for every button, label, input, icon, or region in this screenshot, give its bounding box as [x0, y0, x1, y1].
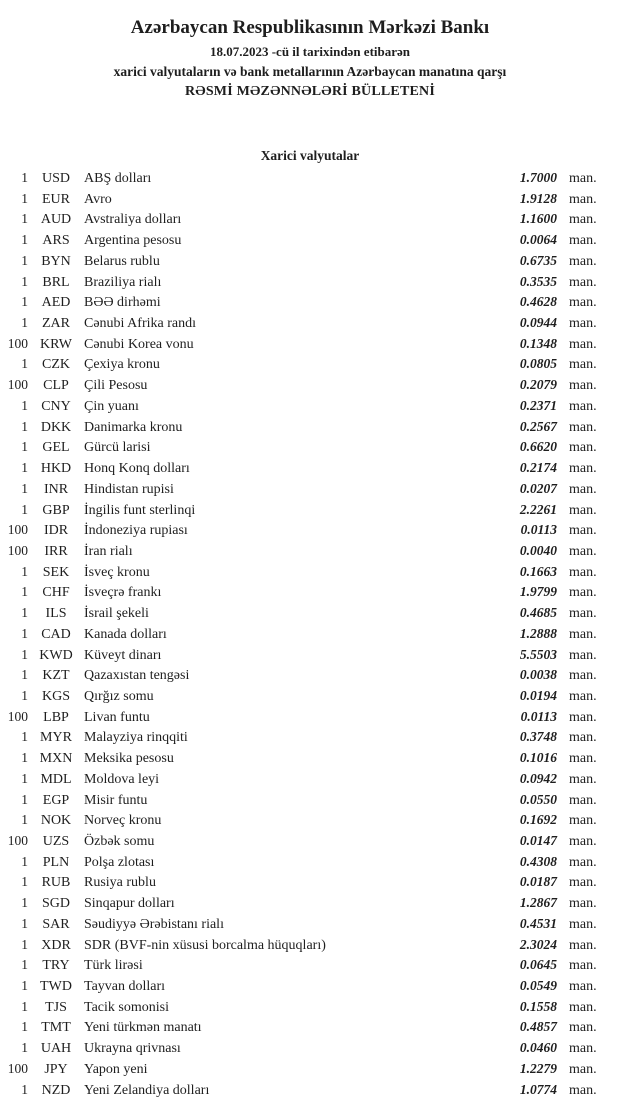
rate-value: 1.9128	[519, 190, 557, 206]
currency-code: ZAR	[42, 316, 70, 332]
exchange-rate-row	[0, 520, 620, 541]
unit-label: man.	[569, 834, 597, 849]
rate-value: 0.1016	[519, 750, 557, 766]
currency-code: UZS	[42, 834, 70, 849]
exchange-rate-row	[0, 810, 620, 831]
currency-quantity: 100	[7, 1060, 28, 1076]
exchange-rate-row	[0, 396, 620, 417]
currency-quantity: 1	[21, 501, 28, 517]
unit-label: man.	[569, 813, 597, 829]
currency-code: IDR	[43, 523, 69, 539]
rate-value: 0.4531	[519, 915, 557, 931]
rate-value: 0.1348	[519, 335, 557, 351]
currency-code: EUR	[42, 191, 70, 207]
rate-value: 0.0805	[519, 356, 557, 372]
currency-code: NOK	[40, 813, 72, 829]
exchange-rate-row	[0, 1017, 620, 1038]
rate-value: 1.0774	[519, 1081, 557, 1097]
currency-name: Danimarka kronu	[84, 419, 183, 435]
rate-value: 1.7000	[519, 170, 557, 185]
currency-quantity: 1	[21, 315, 28, 331]
currency-quantity: 1	[21, 895, 28, 911]
exchange-rate-row	[0, 313, 620, 334]
currency-quantity: 1	[21, 978, 28, 994]
currency-quantity: 1	[21, 957, 28, 973]
currency-code: TJS	[45, 999, 67, 1015]
currency-code: INR	[43, 481, 69, 497]
rate-value: 0.0942	[519, 770, 557, 786]
exchange-rate-row	[0, 769, 620, 790]
currency-quantity: 1	[21, 1081, 28, 1097]
exchange-rate-row	[0, 914, 620, 935]
currency-quantity: 1	[21, 584, 28, 600]
currency-quantity: 1	[21, 273, 28, 289]
currency-code: AED	[41, 295, 71, 311]
unit-label: man.	[569, 854, 597, 870]
rate-value: 0.0113	[520, 522, 557, 538]
currency-code: SAR	[42, 916, 70, 932]
unit-label: man.	[569, 295, 597, 311]
currency-quantity: 1	[21, 646, 28, 662]
exchange-rate-row	[0, 1038, 620, 1059]
rate-value: 2.2261	[519, 501, 557, 517]
exchange-rate-row	[0, 562, 620, 583]
unit-label: man.	[569, 937, 597, 953]
rate-value: 0.1692	[519, 812, 557, 828]
currency-quantity: 1	[21, 915, 28, 931]
exchange-rate-row	[0, 893, 620, 914]
currency-code: MYR	[40, 730, 72, 746]
currency-quantity: 1	[21, 625, 28, 641]
currency-name: İran rialı	[84, 543, 133, 559]
currency-name: Meksika pesosu	[84, 751, 174, 767]
unit-label: man.	[569, 274, 597, 290]
unit-label: man.	[569, 378, 597, 394]
currency-name: Braziliya rialı	[84, 274, 162, 290]
currency-name: Livan funtu	[84, 709, 150, 725]
exchange-rate-row	[0, 645, 620, 666]
currency-quantity: 1	[21, 563, 28, 579]
rate-value: 1.1600	[519, 211, 557, 227]
exchange-rate-row	[0, 541, 620, 562]
currency-code: KWD	[39, 647, 73, 663]
unit-label: man.	[569, 916, 597, 932]
section-title-foreign-currencies: Xarici valyutalar	[260, 148, 360, 163]
currency-code: BRL	[42, 274, 70, 290]
unit-label: man.	[569, 461, 597, 477]
currency-name: ABŞ dolları	[84, 171, 152, 186]
unit-label: man.	[569, 336, 597, 352]
rate-value: 0.1558	[519, 998, 557, 1014]
currency-code: RUB	[41, 875, 71, 891]
currency-code: KGS	[41, 688, 70, 704]
currency-code: GEL	[42, 440, 70, 456]
unit-label: man.	[569, 751, 597, 767]
currency-name: BƏƏ dirhəmi	[84, 295, 161, 311]
currency-quantity: 1	[21, 729, 28, 745]
currency-name: Ukrayna qrivnası	[84, 1041, 181, 1057]
currency-quantity: 1	[21, 356, 28, 372]
unit-label: man.	[569, 668, 597, 684]
currency-quantity: 1	[21, 397, 28, 413]
exchange-rate-row	[0, 872, 620, 893]
currency-quantity: 100	[7, 522, 28, 538]
rate-value: 0.6735	[519, 252, 557, 268]
rate-value: 0.4628	[519, 294, 557, 310]
currency-code: UAH	[40, 1041, 72, 1057]
unit-label: man.	[569, 316, 597, 332]
unit-label: man.	[569, 1082, 597, 1098]
currency-name: Rusiya rublu	[84, 875, 156, 891]
currency-code: ARS	[42, 233, 70, 249]
currency-code: SGD	[41, 896, 70, 912]
currency-name: Cənubi Afrika randı	[84, 316, 196, 332]
exchange-rate-row	[0, 500, 620, 521]
currency-name: İngilis funt sterlinqi	[84, 502, 196, 518]
currency-name: Qırğız somu	[84, 688, 154, 704]
unit-label: man.	[569, 730, 597, 746]
unit-label: man.	[569, 253, 597, 269]
unit-label: man.	[569, 481, 597, 497]
currency-quantity: 1	[21, 1019, 28, 1035]
exchange-rate-row	[0, 582, 620, 603]
exchange-rate-row	[0, 354, 620, 375]
exchange-rate-row	[0, 624, 620, 645]
unit-label: man.	[569, 357, 597, 373]
rate-value: 1.9799	[519, 584, 557, 600]
unit-label: man.	[569, 171, 597, 186]
rate-value: 0.0038	[519, 667, 557, 683]
exchange-rate-row	[0, 790, 620, 811]
currency-quantity: 100	[7, 708, 28, 724]
exchange-rate-row	[0, 997, 620, 1018]
rate-value: 0.6620	[519, 439, 557, 455]
currency-name: İsrail şekeli	[84, 606, 149, 622]
unit-label: man.	[569, 896, 597, 912]
exchange-rate-row	[0, 168, 620, 189]
currency-name: Malayziya rinqqiti	[84, 730, 188, 746]
unit-label: man.	[569, 543, 597, 559]
rate-value: 0.2079	[519, 377, 557, 393]
currency-name: Gürcü larisi	[84, 440, 151, 456]
unit-label: man.	[569, 875, 597, 891]
rate-value: 0.0194	[519, 687, 557, 703]
unit-label: man.	[569, 999, 597, 1015]
currency-name: Yeni Zelandiya dolları	[84, 1082, 210, 1098]
currency-name: SDR (BVF-nin xüsusi borcalma hüquqları)	[84, 937, 326, 953]
exchange-rate-row	[0, 935, 620, 956]
exchange-rate-row	[0, 1059, 620, 1080]
exchange-rate-row	[0, 707, 620, 728]
unit-label: man.	[569, 979, 597, 995]
unit-label: man.	[569, 523, 597, 539]
currency-code: AUD	[40, 212, 72, 228]
rate-value: 0.0113	[520, 708, 557, 724]
currency-code: KRW	[40, 336, 72, 352]
exchange-rate-row	[0, 437, 620, 458]
rate-value: 0.2174	[519, 460, 557, 476]
currency-code: ILS	[45, 606, 67, 622]
currency-code: JPY	[44, 1061, 68, 1077]
currency-code: CHF	[42, 585, 70, 601]
rate-value: 0.4685	[519, 605, 557, 621]
rate-value: 0.0147	[519, 833, 557, 848]
currency-code: NZD	[41, 1082, 71, 1098]
currency-name: Küveyt dinarı	[84, 647, 162, 663]
currency-name: Sinqapur dolları	[84, 896, 175, 912]
currency-code: CZK	[42, 357, 70, 373]
rate-value: 0.4857	[519, 1019, 557, 1035]
currency-code: MXN	[39, 751, 73, 767]
currency-code: SEK	[42, 564, 70, 580]
currency-code: CAD	[41, 626, 71, 642]
currency-code: USD	[41, 171, 70, 186]
unit-label: man.	[569, 792, 597, 808]
rate-value: 0.3535	[519, 273, 557, 289]
rate-value: 0.4308	[519, 853, 557, 869]
currency-quantity: 1	[21, 687, 28, 703]
unit-label: man.	[569, 440, 597, 456]
rate-value: 0.0645	[519, 957, 557, 973]
exchange-rate-row	[0, 251, 620, 272]
currency-quantity: 1	[21, 791, 28, 807]
effective-date-line: 18.07.2023 -cü il tarixindən etibarən	[209, 44, 411, 59]
currency-quantity: 100	[7, 833, 28, 848]
currency-quantity: 1	[21, 190, 28, 206]
currency-name: Qazaxıstan tengəsi	[84, 668, 190, 684]
exchange-rate-row	[0, 375, 620, 396]
currency-code: GBP	[42, 502, 70, 518]
currency-name: Yeni türkmən manatı	[84, 1020, 202, 1036]
exchange-rate-row	[0, 727, 620, 748]
currency-name: Argentina pesosu	[84, 233, 182, 249]
currency-quantity: 1	[21, 232, 28, 248]
exchange-rate-row	[0, 417, 620, 438]
exchange-rate-row	[0, 1080, 620, 1101]
rate-value: 0.3748	[519, 729, 557, 745]
currency-name: Tayvan dolları	[84, 979, 166, 995]
currency-name: Honq Konq dolları	[84, 461, 190, 477]
currency-quantity: 1	[21, 998, 28, 1014]
exchange-rate-row	[0, 976, 620, 997]
currency-quantity: 1	[21, 874, 28, 890]
currency-quantity: 1	[21, 439, 28, 455]
exchange-rate-row	[0, 230, 620, 251]
currency-quantity: 1	[21, 812, 28, 828]
currency-name: İsveç kronu	[84, 564, 150, 580]
currency-name: Çexiya kronu	[84, 357, 160, 373]
rate-value: 0.0550	[519, 791, 557, 807]
currency-quantity: 1	[21, 936, 28, 952]
rate-value: 0.2371	[519, 397, 557, 413]
currency-code: TMT	[41, 1020, 71, 1036]
rate-value: 0.0549	[519, 978, 557, 994]
unit-label: man.	[569, 626, 597, 642]
unit-label: man.	[569, 1061, 597, 1077]
currency-quantity: 1	[21, 770, 28, 786]
currency-quantity: 1	[21, 252, 28, 268]
rate-value: 0.0460	[519, 1040, 557, 1056]
rate-value: 0.0187	[519, 874, 557, 890]
currency-name: İndoneziya rupiası	[84, 523, 188, 539]
currency-code: XDR	[41, 937, 71, 953]
exchange-rate-row	[0, 292, 620, 313]
bulletin-subtitle: xarici valyutaların və bank metallarının Azərbaycan manatına qarşı	[113, 64, 507, 79]
bank-name-title: Azərbaycan Respublikasının Mərkəzi Bankı	[130, 17, 490, 38]
currency-code: DKK	[40, 419, 72, 435]
unit-label: man.	[569, 688, 597, 704]
currency-name: Norveç kronu	[84, 813, 162, 829]
currency-name: Tacik somonisi	[84, 999, 169, 1015]
currency-quantity: 1	[21, 667, 28, 683]
currency-name: Səudiyyə Ərəbistanı rialı	[84, 916, 224, 932]
currency-name: Yapon yeni	[84, 1061, 148, 1077]
currency-code: MDL	[40, 771, 72, 787]
exchange-rate-row	[0, 334, 620, 355]
currency-name: Belarus rublu	[84, 253, 160, 269]
exchange-rate-row	[0, 458, 620, 479]
unit-label: man.	[569, 606, 597, 622]
unit-label: man.	[569, 958, 597, 974]
unit-label: man.	[569, 502, 597, 518]
exchange-rate-row	[0, 603, 620, 624]
unit-label: man.	[569, 1041, 597, 1057]
exchange-rate-row	[0, 479, 620, 500]
currency-code: CNY	[41, 398, 71, 414]
unit-label: man.	[569, 191, 597, 207]
currency-code: BYN	[41, 253, 71, 269]
unit-label: man.	[569, 1020, 597, 1036]
currency-name: Cənubi Korea vonu	[84, 336, 194, 352]
rate-value: 0.0207	[519, 480, 557, 496]
currency-name: Kanada dolları	[84, 626, 167, 642]
exchange-rates-table	[0, 168, 620, 1100]
unit-label: man.	[569, 771, 597, 787]
unit-label: man.	[569, 212, 597, 228]
currency-quantity: 1	[21, 1040, 28, 1056]
currency-name: Misir funtu	[84, 792, 148, 808]
currency-code: CLP	[43, 378, 69, 394]
unit-label: man.	[569, 709, 597, 725]
bulletin-title: RƏSMİ MƏZƏNNƏLƏRİ BÜLLETENİ	[184, 84, 436, 99]
currency-quantity: 1	[21, 211, 28, 227]
rate-value: 0.0944	[519, 315, 557, 331]
currency-name: Özbək somu	[84, 834, 155, 849]
unit-label: man.	[569, 398, 597, 414]
currency-quantity: 100	[7, 335, 28, 351]
currency-quantity: 100	[7, 542, 28, 558]
exchange-rate-row	[0, 955, 620, 976]
exchange-rate-row	[0, 831, 620, 852]
rate-value: 0.0064	[519, 232, 557, 248]
currency-quantity: 1	[21, 853, 28, 869]
exchange-rate-row	[0, 665, 620, 686]
exchange-rate-row	[0, 272, 620, 293]
currency-quantity: 1	[21, 460, 28, 476]
exchange-rate-row	[0, 852, 620, 873]
currency-name: Çili Pesosu	[84, 378, 148, 394]
rate-value: 2.3024	[519, 936, 557, 952]
currency-name: Hindistan rupisi	[84, 481, 174, 497]
currency-name: Polşa zlotası	[84, 854, 155, 870]
unit-label: man.	[569, 564, 597, 580]
currency-name: Çin yuanı	[84, 398, 139, 414]
currency-code: LBP	[43, 709, 69, 725]
unit-label: man.	[569, 419, 597, 435]
currency-quantity: 100	[7, 377, 28, 393]
currency-quantity: 1	[21, 418, 28, 434]
rate-value: 0.1663	[519, 563, 557, 579]
rate-value: 1.2867	[519, 895, 557, 911]
currency-name: Türk lirəsi	[84, 958, 143, 974]
rate-value: 1.2888	[519, 625, 557, 641]
currency-code: KZT	[42, 668, 70, 684]
currency-quantity: 1	[21, 170, 28, 185]
rate-value: 5.5503	[519, 646, 557, 662]
currency-name: İsveçrə frankı	[84, 585, 162, 601]
currency-quantity: 1	[21, 294, 28, 310]
currency-code: IRR	[44, 543, 68, 559]
unit-label: man.	[569, 647, 597, 663]
currency-code: PLN	[42, 854, 70, 870]
currency-code: EGP	[42, 792, 70, 808]
rate-value: 0.0040	[519, 542, 557, 558]
currency-name: Moldova leyi	[84, 771, 160, 787]
currency-quantity: 1	[21, 480, 28, 496]
unit-label: man.	[569, 233, 597, 249]
exchange-rate-row	[0, 209, 620, 230]
currency-quantity: 1	[21, 605, 28, 621]
exchange-rate-row	[0, 189, 620, 210]
currency-code: TWD	[40, 979, 72, 995]
currency-code: TRY	[42, 958, 70, 974]
currency-name: Avstraliya dolları	[84, 212, 182, 228]
exchange-rate-row	[0, 686, 620, 707]
unit-label: man.	[569, 585, 597, 601]
exchange-rate-row	[0, 748, 620, 769]
rate-value: 1.2279	[519, 1060, 557, 1076]
currency-quantity: 1	[21, 750, 28, 766]
currency-code: HKD	[40, 461, 72, 477]
currency-name: Avro	[84, 191, 112, 207]
rate-value: 0.2567	[519, 418, 557, 434]
